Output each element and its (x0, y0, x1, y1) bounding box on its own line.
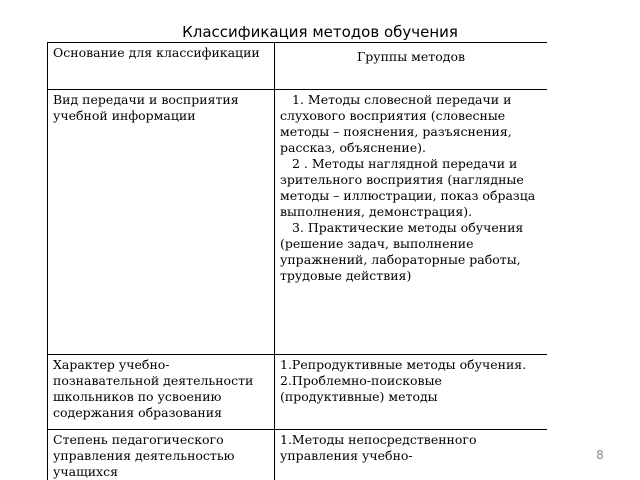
table-row (48, 430, 548, 480)
slide-title: Классификация методов обучения (182, 23, 458, 41)
table-header-row (48, 43, 548, 90)
method-group-item: 3. Практические методы обучения (решение задач, выполнение упражнений, лабораторные работы, трудовые действия) (280, 220, 524, 283)
method-group-item: 2 . Методы наглядной передачи и зрительного восприятия (наглядные методы – иллюстрации, показ образца выполнения, демонстрация). (280, 156, 536, 219)
row-groups-cell (275, 430, 548, 480)
row-basis-cell: Вид передачи и восприятия учебной информации (48, 90, 275, 355)
row-basis-cell: Степень педагогического управления деятельностью учащихся (48, 430, 275, 480)
method-group-item: 1.Репродуктивные методы обучения. (280, 357, 527, 372)
page-number: 8 (596, 448, 604, 462)
methods-table-container (47, 42, 547, 480)
header-basis: Основание для классификации (48, 43, 275, 90)
methods-classification-table (47, 42, 547, 480)
table-row (48, 90, 548, 355)
row-groups-cell (275, 355, 548, 430)
method-group-item: 1.Методы непосредственного управления учебно- (280, 432, 477, 463)
method-group-item: 1. Методы словесной передачи и слухового восприятия (словесные методы – пояснения, разъяснения, рассказ, объяснение). (280, 92, 512, 155)
table-row (48, 355, 548, 430)
row-groups-cell (275, 90, 548, 355)
header-groups: Группы методов (275, 43, 548, 90)
method-group-item: 2.Проблемно-поисковые (продуктивные) методы (280, 373, 442, 404)
row-basis-cell: Характер учебно-познавательной деятельности школьников по усвоению содержания образования (48, 355, 275, 430)
